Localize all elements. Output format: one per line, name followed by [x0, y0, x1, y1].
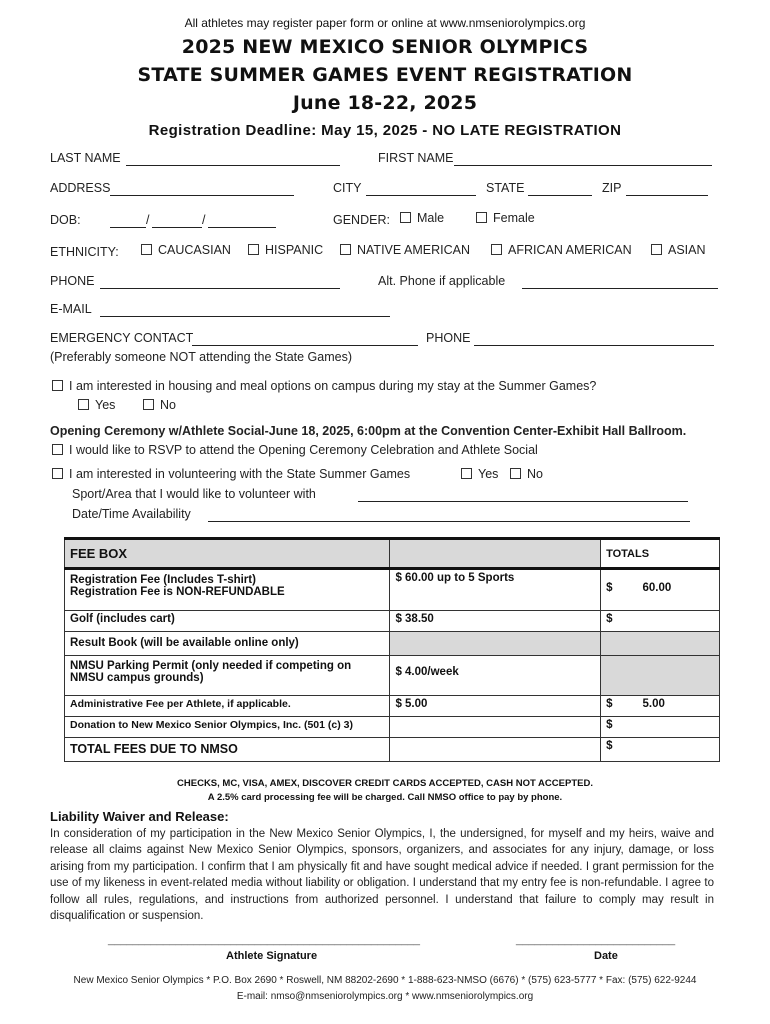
- volunteer-label: I am interested in volunteering with the State Summer Games: [69, 467, 411, 481]
- total-value: 5.00: [642, 698, 665, 710]
- fee-row-label: Registration Fee is NON-REFUNDABLE: [70, 586, 285, 598]
- zip-label: ZIP: [602, 181, 622, 195]
- housing-option[interactable]: [52, 379, 596, 393]
- fee-row-label: Registration Fee (Includes T-shirt): [70, 574, 256, 586]
- availability-label: Date/Time Availability: [72, 507, 191, 521]
- payment-note: CHECKS, MC, VISA, AMEX, DISCOVER CREDIT CARDS ACCEPTED, CASH NOT ACCEPTED.: [177, 778, 593, 789]
- checkbox-icon: [491, 244, 502, 255]
- ethnicity-label: ETHNICITY:: [50, 245, 119, 259]
- fee-row-total[interactable]: [601, 738, 720, 762]
- checkbox-icon: [78, 399, 89, 410]
- waiver-text: In consideration of my participation in the New Mexico Senior Olympics, I, the undersigned, for myself and my heirs, waive and release all claims against New Mexico Senior Olympics, sponsors, organizers, and associates for any injury, damage, or loss arising from my participation. I confirm that I am physically fit and have sought medical advice if needed. I grant permission for the use of my likeness in event-related media without liability or obligation. I understand that my entry fee is non-refundable. I agree to follow all rules, regulations, and instructions from authorized personnel. I understand that failure to comply may result in disqualification or suspension.: [50, 828, 714, 923]
- checkbox-icon: [143, 399, 154, 410]
- fee-row-amount: $ 5.00: [390, 696, 601, 717]
- dob-label: DOB:: [50, 213, 81, 227]
- emergency-phone-field[interactable]: [474, 334, 714, 346]
- card-fee-note: A 2.5% card processing fee will be charged. Call NMSO office to pay by phone.: [207, 792, 563, 803]
- emergency-contact-field[interactable]: [192, 334, 418, 346]
- total-value: 60.00: [642, 582, 672, 594]
- footer-contact: E-mail: nmso@nmseniorolympics.org * www.nmseniorolympics.org: [236, 991, 534, 1002]
- availability-field[interactable]: [208, 510, 690, 522]
- fee-row-donation: [65, 717, 720, 738]
- signature-label: Athlete Signature: [226, 950, 318, 962]
- checkbox-icon: [461, 468, 472, 479]
- ethnicity-african-american-option[interactable]: [491, 243, 632, 257]
- signature-line[interactable]: ___________________________________________________: [108, 934, 421, 946]
- first-name-label: FIRST NAME: [378, 151, 454, 165]
- fee-box-table: [64, 537, 720, 762]
- address-label: ADDRESS: [50, 181, 111, 195]
- event-dates: June 18-22, 2025: [292, 92, 478, 114]
- fee-row-label: NMSU campus grounds): [70, 672, 204, 684]
- asian-label: ASIAN: [668, 243, 706, 257]
- dob-month-field[interactable]: [110, 216, 146, 228]
- gender-male-option[interactable]: [400, 211, 444, 225]
- fee-row-total[interactable]: [601, 717, 720, 738]
- fee-row-label: Donation to New Mexico Senior Olympics, Inc. (501 (c) 3): [65, 717, 390, 738]
- dollar-sign: $: [606, 740, 613, 752]
- fee-box-header-fee: [390, 539, 601, 569]
- date-label: Date: [594, 950, 618, 962]
- male-label: Male: [417, 211, 445, 225]
- volunteer-yes-option[interactable]: [461, 467, 498, 481]
- fee-box-totals-header: TOTALS: [601, 539, 720, 569]
- rsvp-option[interactable]: [52, 443, 538, 457]
- zip-field[interactable]: [626, 184, 708, 196]
- gender-label: GENDER:: [333, 213, 390, 227]
- checkbox-icon: [52, 444, 63, 455]
- african-american-label: AFRICAN AMERICAN: [508, 243, 632, 257]
- fee-row-admin: [65, 696, 720, 717]
- fee-row-golf: [65, 611, 720, 632]
- checkbox-icon: [340, 244, 351, 255]
- fee-row-total[interactable]: [601, 611, 720, 632]
- opening-ceremony-heading: Opening Ceremony w/Athlete Social-June 18, 2025, 6:00pm at the Convention Center-Exhibit Hall Ballroom.: [50, 424, 687, 438]
- phone-field[interactable]: [100, 277, 340, 289]
- volunteer-option[interactable]: [52, 467, 410, 481]
- volunteer-no-option[interactable]: [510, 467, 543, 481]
- last-name-label: LAST NAME: [50, 151, 121, 165]
- ethnicity-native-american-option[interactable]: [340, 243, 470, 257]
- sport-area-label: Sport/Area that I would like to volunteer with: [72, 487, 316, 501]
- checkbox-icon: [400, 212, 411, 223]
- fee-row-amount: $ 60.00 up to 5 Sports: [390, 569, 601, 611]
- phone-label: PHONE: [50, 274, 95, 288]
- no-label: No: [160, 398, 176, 412]
- dollar-sign: $: [606, 719, 613, 731]
- sport-area-field[interactable]: [358, 490, 688, 502]
- fee-row-amount: [390, 717, 601, 738]
- fee-row-parking: [65, 656, 720, 696]
- city-label: CITY: [333, 181, 362, 195]
- checkbox-icon: [248, 244, 259, 255]
- dollar-sign: $: [606, 582, 613, 594]
- yes-label: Yes: [478, 467, 499, 481]
- checkbox-icon: [141, 244, 152, 255]
- fee-row-amount: [390, 632, 601, 656]
- fee-row-total: [601, 656, 720, 696]
- dob-year-field[interactable]: [208, 216, 276, 228]
- header-note: All athletes may register paper form or online at www.nmseniorolympics.org: [184, 16, 586, 30]
- fee-row-label: TOTAL FEES DUE TO NMSO: [65, 738, 390, 762]
- checkbox-icon: [52, 468, 63, 479]
- rsvp-label: I would like to RSVP to attend the Opening Ceremony Celebration and Athlete Social: [69, 443, 538, 457]
- email-label: E-MAIL: [50, 302, 92, 316]
- alt-phone-field[interactable]: [522, 277, 718, 289]
- checkbox-icon: [510, 468, 521, 479]
- fee-row-registration: [65, 569, 720, 611]
- fee-row-total: [601, 632, 720, 656]
- fee-row-total[interactable]: [601, 569, 720, 611]
- emergency-phone-label: PHONE: [426, 331, 471, 345]
- checkbox-icon: [476, 212, 487, 223]
- fee-row-result-book: [65, 632, 720, 656]
- waiver-title: Liability Waiver and Release:: [50, 809, 229, 824]
- dollar-sign: $: [606, 613, 613, 625]
- native-american-label: NATIVE AMERICAN: [357, 243, 470, 257]
- fee-box-title: FEE BOX: [65, 539, 390, 569]
- registration-deadline: Registration Deadline: May 15, 2025 - NO LATE REGISTRATION: [148, 122, 622, 139]
- fee-row-label: Result Book (will be available online only): [65, 632, 390, 656]
- checkbox-icon: [52, 380, 63, 391]
- fee-row-amount: $ 4.00/week: [390, 656, 601, 696]
- female-label: Female: [493, 211, 535, 225]
- fee-row-amount: $ 38.50: [390, 611, 601, 632]
- fee-row-total-due: [65, 738, 720, 762]
- date-line[interactable]: __________________________: [516, 934, 676, 946]
- address-field[interactable]: [110, 184, 294, 196]
- fee-row-label: Administrative Fee per Athlete, if applicable.: [65, 696, 390, 717]
- dob-day-field[interactable]: [152, 216, 202, 228]
- alt-phone-label: Alt. Phone if applicable: [378, 274, 506, 288]
- emergency-contact-label: EMERGENCY CONTACT: [50, 331, 194, 345]
- dollar-sign: $: [606, 698, 613, 710]
- hispanic-label: HISPANIC: [265, 243, 324, 257]
- city-field[interactable]: [366, 184, 476, 196]
- state-field[interactable]: [528, 184, 592, 196]
- fee-row-label: Golf (includes cart): [65, 611, 390, 632]
- checkbox-icon: [651, 244, 662, 255]
- fee-row-total[interactable]: [601, 696, 720, 717]
- state-label: STATE: [486, 181, 525, 195]
- yes-label: Yes: [95, 398, 116, 412]
- emergency-note: (Preferably someone NOT attending the State Games): [50, 350, 353, 364]
- caucasian-label: CAUCASIAN: [158, 243, 231, 257]
- form-subtitle: STATE SUMMER GAMES EVENT REGISTRATION: [137, 64, 633, 86]
- ethnicity-caucasian-option[interactable]: [141, 243, 231, 257]
- footer-address: New Mexico Senior Olympics * P.O. Box 2690 * Roswell, NM 88202-2690 * 1-888-623-NMSO (6676) * (575) 623-5777 * Fax: (575) 622-9244: [73, 975, 697, 986]
- gender-female-option[interactable]: [476, 211, 535, 225]
- dob-separator: /: [202, 213, 206, 227]
- housing-no-option[interactable]: [143, 398, 176, 412]
- fee-row-label: NMSU Parking Permit (only needed if competing on: [70, 660, 352, 672]
- last-name-field[interactable]: [126, 154, 340, 166]
- form-title: 2025 NEW MEXICO SENIOR OLYMPICS: [181, 36, 589, 58]
- ethnicity-hispanic-option[interactable]: [248, 243, 323, 257]
- housing-yes-option[interactable]: [78, 398, 115, 412]
- housing-label: I am interested in housing and meal options on campus during my stay at the Summer Games?: [69, 379, 597, 393]
- ethnicity-asian-option[interactable]: [651, 243, 706, 257]
- fee-row-amount: [390, 738, 601, 762]
- dob-separator: /: [146, 213, 150, 227]
- email-field[interactable]: [100, 305, 390, 317]
- first-name-field[interactable]: [454, 154, 712, 166]
- no-label: No: [527, 467, 543, 481]
